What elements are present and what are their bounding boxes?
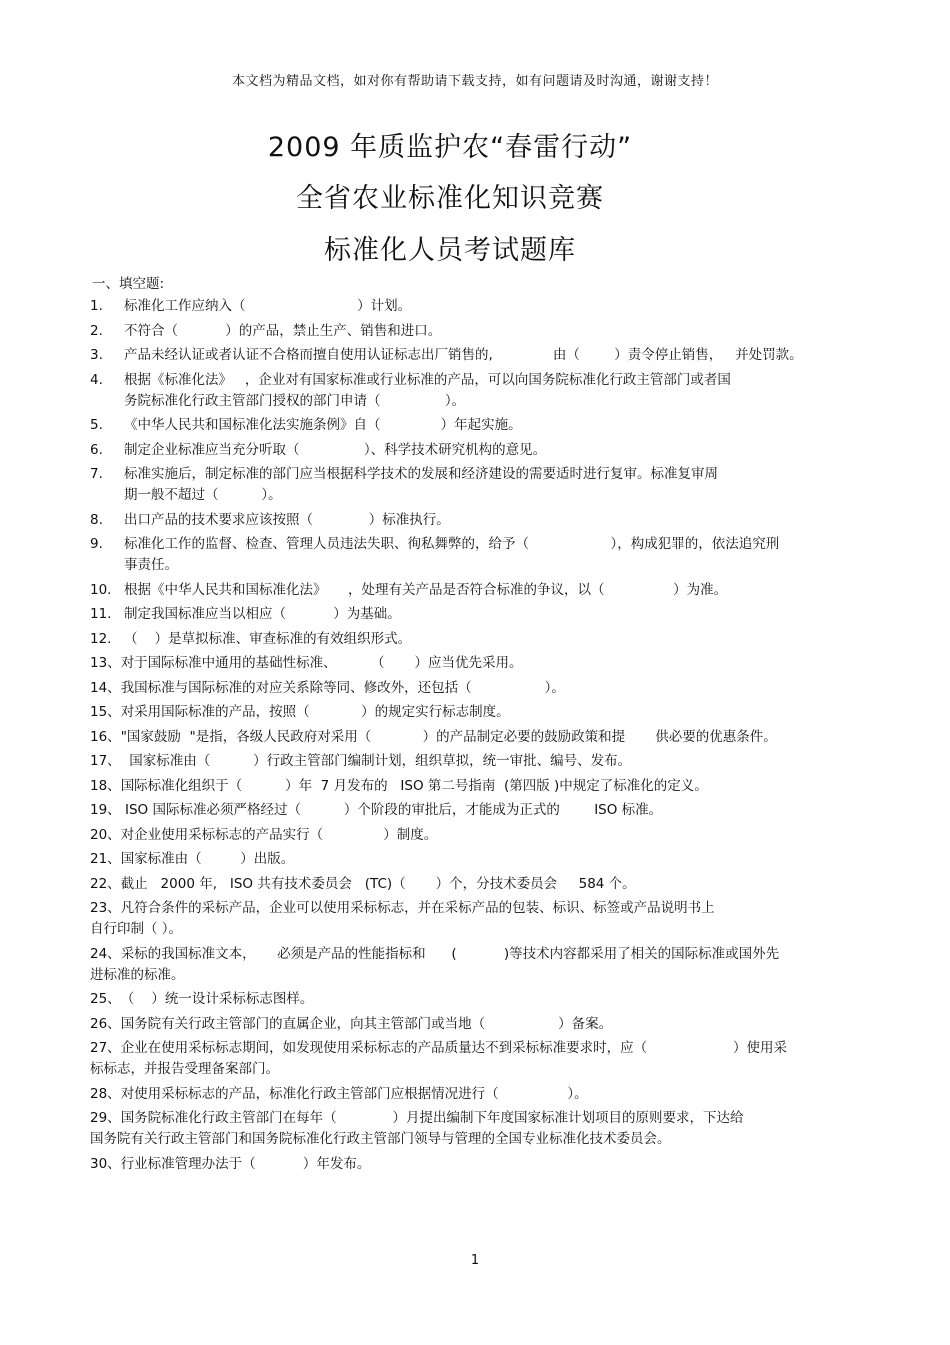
question-continuation: 国务院有关行政主管部门和国务院标准化行政主管部门领导与管理的全国专业标准化技术委员会。 bbox=[90, 1131, 671, 1147]
question-line: 凡符合条件的采标产品，企业可以使用采标标志，并在采标产品的包装、标识、标签或产品说明书上 bbox=[120, 900, 715, 916]
question-text bbox=[121, 751, 870, 772]
question-item bbox=[90, 874, 870, 895]
question-item bbox=[90, 776, 870, 797]
question-item bbox=[90, 678, 870, 699]
question-item bbox=[90, 989, 870, 1010]
question-text bbox=[124, 415, 870, 436]
question-item bbox=[90, 345, 870, 366]
question-item bbox=[90, 296, 870, 317]
question-text bbox=[124, 370, 870, 412]
question-item bbox=[90, 702, 870, 723]
question-item bbox=[90, 1154, 870, 1175]
question-item bbox=[90, 898, 870, 919]
question-item bbox=[90, 727, 870, 748]
question-line: 对使用采标标志的产品，标准化行政主管部门应根据情况进行（ ）。 bbox=[120, 1085, 588, 1102]
question-item bbox=[90, 415, 870, 436]
question-line: 事责任。 bbox=[124, 557, 178, 573]
question-line: 制定企业标准应当充分听取（ ）、科学技术研究机构的意见。 bbox=[124, 441, 547, 458]
question-item bbox=[90, 464, 870, 506]
question-continuation: 进标准的标准。 bbox=[90, 966, 185, 983]
question-continuation: 自行印制（ ）。 bbox=[90, 921, 183, 937]
question-item bbox=[90, 629, 870, 650]
question-text bbox=[121, 702, 870, 723]
question-item bbox=[90, 800, 870, 821]
question-item bbox=[90, 370, 870, 412]
question-item bbox=[90, 321, 870, 342]
question-number: 2. bbox=[90, 322, 103, 339]
question-text bbox=[124, 440, 870, 461]
question-number: 4. bbox=[90, 371, 103, 388]
question-number: 13、 bbox=[90, 655, 121, 671]
question-line: 国务院标准化行政主管部门在每年（ ）月提出编制下年度国家标准计划项目的原则要求，下达给 bbox=[120, 1110, 744, 1126]
question-line: 制定我国标准应当以相应（ ）为基础。 bbox=[124, 606, 401, 622]
question-line: 《中华人民共和国标准化法实施条例》自（ ）年起实施。 bbox=[124, 417, 522, 433]
question-line: 不符合（ ）的产品，禁止生产、销售和进口。 bbox=[124, 322, 442, 339]
question-text bbox=[121, 849, 870, 870]
question-text bbox=[121, 1108, 870, 1129]
question-text bbox=[121, 1154, 870, 1175]
question-number: 14、 bbox=[90, 679, 121, 696]
question-number: 18、 bbox=[90, 777, 121, 794]
question-number: 24、 bbox=[90, 945, 121, 962]
question-item bbox=[90, 653, 870, 674]
question-number: 10. bbox=[90, 581, 112, 598]
question-line: 企业在使用采标标志期间，如发现使用采标标志的产品质量达不到采标标准要求时，应（ ）使用采 bbox=[120, 1040, 788, 1056]
question-line: 截止 2000 年, ISO 共有技术委员会 (TC)（ ）个，分技术委员会 584 个。 bbox=[120, 875, 636, 892]
question-text bbox=[124, 510, 870, 531]
question-line: ISO 国际标准必须严格经过（ ）个阶段的审批后，才能成为正式的 ISO 标准。 bbox=[120, 802, 663, 818]
question-line: 行业标准管理办法于（ ）年发布。 bbox=[120, 1155, 371, 1172]
question-number: 29、 bbox=[90, 1110, 121, 1126]
question-text bbox=[121, 1084, 870, 1105]
question-item bbox=[90, 751, 870, 772]
question-line: 期一般不超过（ ）。 bbox=[124, 487, 282, 503]
question-continuation: 标标志，并报告受理备案部门。 bbox=[90, 1061, 279, 1077]
question-text bbox=[124, 321, 870, 342]
question-item bbox=[90, 1014, 870, 1035]
question-text bbox=[121, 944, 870, 965]
question-line: 标准实施后，制定标准的部门应当根据科学技术的发展和经济建设的需要适时进行复审。标准复审周 bbox=[124, 466, 718, 482]
question-number: 12. bbox=[90, 630, 112, 647]
question-text bbox=[121, 989, 870, 1010]
question-item bbox=[90, 440, 870, 461]
question-number: 1. bbox=[90, 298, 103, 314]
question-text bbox=[121, 874, 870, 895]
question-number: 27、 bbox=[90, 1040, 121, 1056]
title-line-2: 全省农业标准化知识竞赛 bbox=[296, 183, 604, 214]
question-text bbox=[121, 898, 870, 919]
question-item bbox=[90, 849, 870, 870]
question-number: 22、 bbox=[90, 875, 121, 892]
question-number: 16、 bbox=[90, 728, 121, 745]
question-number: 8. bbox=[90, 511, 103, 528]
question-line: （ ）是草拟标准、审查标准的有效组织形式。 bbox=[124, 630, 412, 647]
question-number: 3. bbox=[90, 347, 103, 363]
header-note: 本文档为精品文档，如对你有帮助请下载支持，如有问题请及时沟通，谢谢支持！ bbox=[231, 74, 718, 89]
question-number: 6. bbox=[90, 441, 103, 458]
question-text bbox=[121, 800, 870, 821]
question-number: 25、 bbox=[90, 991, 121, 1007]
question-item bbox=[90, 944, 870, 965]
question-line: 出口产品的技术要求应该按照（ ）标准执行。 bbox=[124, 511, 450, 528]
question-number: 30、 bbox=[90, 1155, 121, 1172]
question-line: 根据《中华人民共和国标准化法》 ，处理有关产品是否符合标准的争议，以（ ）为准。 bbox=[124, 581, 728, 598]
question-line: （ ）统一设计采标标志图样。 bbox=[120, 991, 314, 1007]
question-line: 国际标准化组织于（ ）年 7 月发布的 ISO 第二号指南 (第四版 )中规定了标准化的定义。 bbox=[120, 777, 708, 794]
question-line: 国家标准由（ ）出版。 bbox=[120, 851, 295, 867]
question-number: 28、 bbox=[90, 1085, 121, 1102]
question-number: 20、 bbox=[90, 826, 121, 843]
question-number: 5. bbox=[90, 417, 103, 433]
question-number: 23、 bbox=[90, 900, 121, 916]
question-item bbox=[90, 1108, 870, 1129]
question-number: 9. bbox=[90, 536, 103, 552]
question-item bbox=[90, 1084, 870, 1105]
question-text bbox=[121, 727, 870, 748]
question-text bbox=[124, 464, 870, 506]
question-text bbox=[121, 1038, 870, 1059]
question-line: 务院标准化行政主管部门授权的部门申请（ ）。 bbox=[124, 392, 466, 409]
question-text bbox=[124, 345, 870, 366]
question-text bbox=[124, 580, 870, 601]
title-line-1: 2009 年质监护农“春雷行动” bbox=[267, 132, 633, 163]
question-line: 对采用国际标准的产品，按照（ ）的规定实行标志制度。 bbox=[120, 704, 510, 720]
question-line: 标准化工作的监督、检查、管理人员违法失职、徇私舞弊的，给予（ ），构成犯罪的，依法追究刑 bbox=[124, 536, 780, 552]
question-list bbox=[90, 296, 870, 1178]
question-item bbox=[90, 825, 870, 846]
question-text bbox=[124, 629, 870, 650]
question-line: 标准化工作应纳入（ ）计划。 bbox=[124, 298, 412, 314]
question-number: 19、 bbox=[90, 802, 121, 818]
question-line: 国家标准由（ ）行政主管部门编制计划，组织草拟，统一审批、编号、发布。 bbox=[120, 753, 632, 769]
question-text bbox=[121, 653, 870, 674]
question-number: 26、 bbox=[90, 1015, 121, 1032]
question-line: 产品未经认证或者认证不合格而擅自使用认证标志出厂销售的, 由（ ）责令停止销售， 并处罚款。 bbox=[124, 347, 803, 363]
question-number: 21、 bbox=[90, 851, 121, 867]
page-number: 1 bbox=[470, 1253, 480, 1268]
question-text bbox=[121, 776, 870, 797]
question-text bbox=[124, 296, 870, 317]
question-number: 15、 bbox=[90, 704, 121, 720]
question-text bbox=[124, 534, 870, 576]
question-line: 对于国际标准中通用的基础性标准、 （ ）应当优先采用。 bbox=[120, 655, 523, 671]
question-number: 17、 bbox=[90, 753, 121, 769]
question-number: 7. bbox=[90, 466, 103, 482]
section-heading: 一、填空题: bbox=[92, 276, 165, 292]
question-text bbox=[121, 1014, 870, 1035]
question-item bbox=[90, 580, 870, 601]
question-line: "国家鼓励 "是指，各级人民政府对采用（ ）的产品制定必要的鼓励政策和提 供必要的优惠条件。 bbox=[120, 728, 777, 745]
question-text bbox=[121, 825, 870, 846]
question-line: 采标的我国标准文本， 必须是产品的性能指标和 ( )等技术内容都采用了相关的国际标准或国外先 bbox=[120, 945, 780, 962]
question-line: 对企业使用采标标志的产品实行（ ）制度。 bbox=[120, 826, 438, 843]
question-item bbox=[90, 604, 870, 625]
question-item bbox=[90, 510, 870, 531]
question-line: 我国标准与国际标准的对应关系除等同、修改外，还包括（ ）。 bbox=[120, 679, 565, 696]
question-line: 国务院有关行政主管部门的直属企业，向其主管部门或当地（ ）备案。 bbox=[120, 1015, 613, 1032]
title-line-3: 标准化人员考试题库 bbox=[324, 235, 576, 266]
question-text bbox=[124, 604, 870, 625]
question-item bbox=[90, 534, 870, 576]
question-item bbox=[90, 1038, 870, 1059]
question-number: 11. bbox=[90, 606, 112, 622]
question-text bbox=[121, 678, 870, 699]
question-line: 根据《标准化法》 ，企业对有国家标准或行业标准的产品，可以向国务院标准化行政主管部门或者国 bbox=[124, 371, 731, 388]
